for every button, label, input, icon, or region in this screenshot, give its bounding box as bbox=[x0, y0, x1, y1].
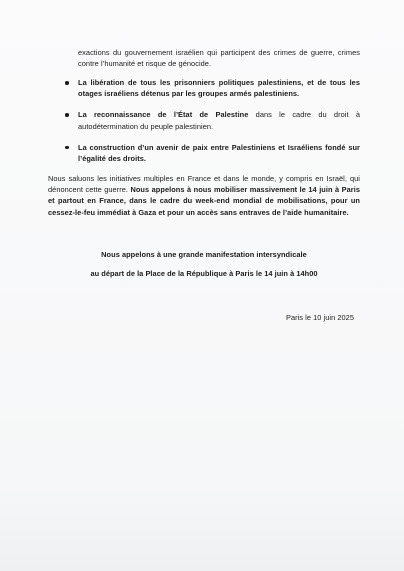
bullet-text: dans le cadre du droit à autodétermination du peuple palestinien. bbox=[78, 110, 360, 131]
date-line: Paris le 10 juin 2025 bbox=[285, 313, 354, 322]
bullet-bold-text: La construction d’un avenir de paix entre Palestiniens et Israéliens fondé sur l’égalité des droits. bbox=[78, 142, 360, 164]
bullet-bold-text: La reconnaissance de l’État de Palestine bbox=[78, 110, 249, 120]
list-item bbox=[78, 77, 360, 99]
list-item bbox=[78, 142, 360, 164]
bullet-bold-text: La libération de tous les prisonniers politiques palestiniens, et de tous les otages israéliens détenus par les groupes armés palestiniens. bbox=[78, 78, 360, 99]
call-to-action bbox=[48, 249, 360, 287]
mobilisation-paragraph bbox=[48, 173, 360, 218]
call-line-1: Nous appelons à une grande manifestation intersyndicale bbox=[101, 250, 307, 259]
demands-list bbox=[48, 77, 360, 174]
paragraph-plain-text: Nous saluons les initiatives multiples en France et dans le monde, y compris en Israël, qui dénoncent cette guerre. bbox=[48, 174, 360, 195]
paragraph-bold-text: Nous appelons à nous mobiliser massivement le 14 juin à Paris et partout en France, dans le cadre du week-end mondial de mobilisations, pour un cessez-le-feu immédiat à Gaza et pour un accès sans entraves de l’aide humanitaire. bbox=[48, 185, 360, 217]
continuation-text: exactions du gouvernement israélien qui participent des crimes de guerre, crimes contre l’humanité et risque de génocide. bbox=[78, 48, 360, 69]
list-item bbox=[78, 109, 360, 131]
call-line-2: au départ de la Place de la République à Paris le 14 juin à 14h00 bbox=[90, 269, 318, 279]
